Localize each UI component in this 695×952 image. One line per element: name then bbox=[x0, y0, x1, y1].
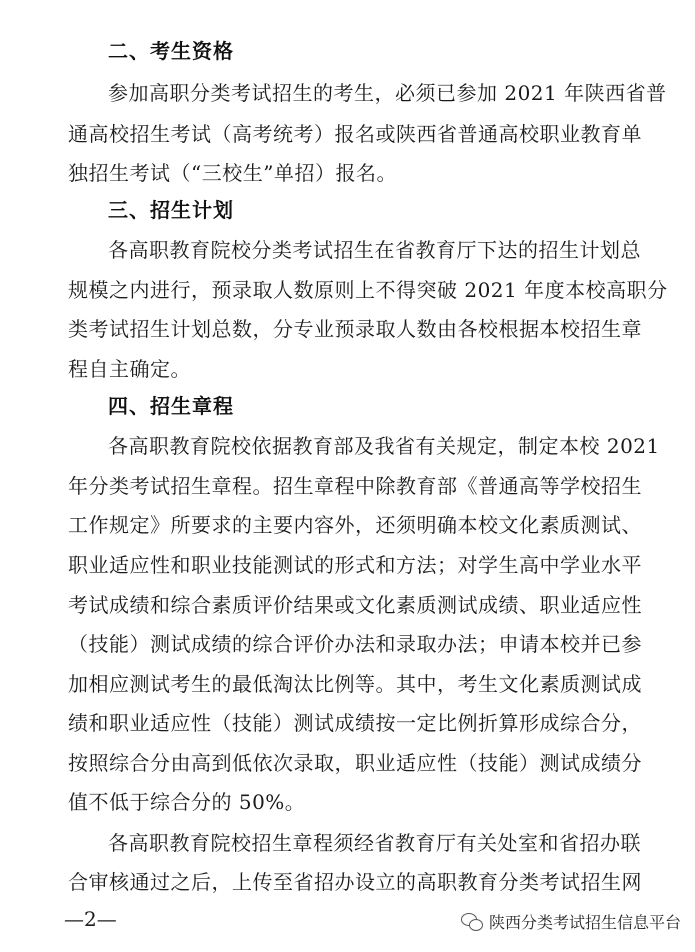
section-heading-enrollment-plan: 三、招生计划 bbox=[108, 198, 234, 222]
watermark-text: 陕西分类考试招生信息平台 bbox=[488, 913, 681, 932]
paragraph-line: 各高职教育院校分类考试招生在省教育厅下达的招生计划总 bbox=[108, 238, 641, 262]
paragraph-line: 各高职教育院校招生章程须经省教育厅有关处室和省招办联 bbox=[108, 831, 641, 855]
paragraph-line: 通高校招生考试（高考统考）报名或陕西省普通高校职业教育单 bbox=[68, 122, 642, 146]
page-number: —2— bbox=[64, 907, 117, 931]
paragraph-line: 考试成绩和综合素质评价结果或文化素质测试成绩、职业适应性 bbox=[68, 593, 642, 617]
wechat-icon bbox=[461, 913, 483, 931]
source-watermark bbox=[461, 910, 681, 933]
paragraph-line: 程自主确定。 bbox=[68, 357, 191, 381]
paragraph-line: （技能）测试成绩的综合评价办法和录取办法；申请本校并已参 bbox=[68, 632, 642, 656]
section-heading-eligibility: 二、考生资格 bbox=[108, 39, 234, 63]
paragraph-line: 独招生考试（“三校生”单招）报名。 bbox=[68, 161, 397, 185]
paragraph-line: 类考试招生计划总数，分专业预录取人数由各校根据本校招生章 bbox=[68, 317, 642, 341]
paragraph-line: 加相应测试考生的最低淘汰比例等。其中，考生文化素质测试成 bbox=[68, 672, 642, 696]
paragraph-line: 合审核通过之后，上传至省招办设立的高职教育分类考试招生网 bbox=[68, 870, 642, 894]
paragraph-line: 年分类考试招生章程。招生章程中除教育部《普通高等学校招生 bbox=[68, 474, 642, 498]
paragraph-line: 工作规定》所要求的主要内容外，还须明确本校文化素质测试、 bbox=[68, 513, 642, 537]
paragraph-line: 绩和职业适应性（技能）测试成绩按一定比例折算形成综合分， bbox=[68, 711, 642, 735]
paragraph-line: 职业适应性和职业技能测试的形式和方法；对学生高中学业水平 bbox=[68, 553, 642, 577]
section-heading-admission-charter: 四、招生章程 bbox=[108, 394, 234, 418]
paragraph-line: 参加高职分类考试招生的考生，必须已参加 2021 年陕西省普 bbox=[108, 81, 667, 105]
paragraph-line: 规模之内进行，预录取人数原则上不得突破 2021 年度本校高职分 bbox=[68, 278, 668, 302]
paragraph-line: 按照综合分由高到低依次录取，职业适应性（技能）测试成绩分 bbox=[68, 751, 642, 775]
paragraph-line: 各高职教育院校依据教育部及我省有关规定，制定本校 2021 bbox=[108, 434, 660, 458]
paragraph-line: 值不低于综合分的 50%。 bbox=[68, 790, 306, 814]
